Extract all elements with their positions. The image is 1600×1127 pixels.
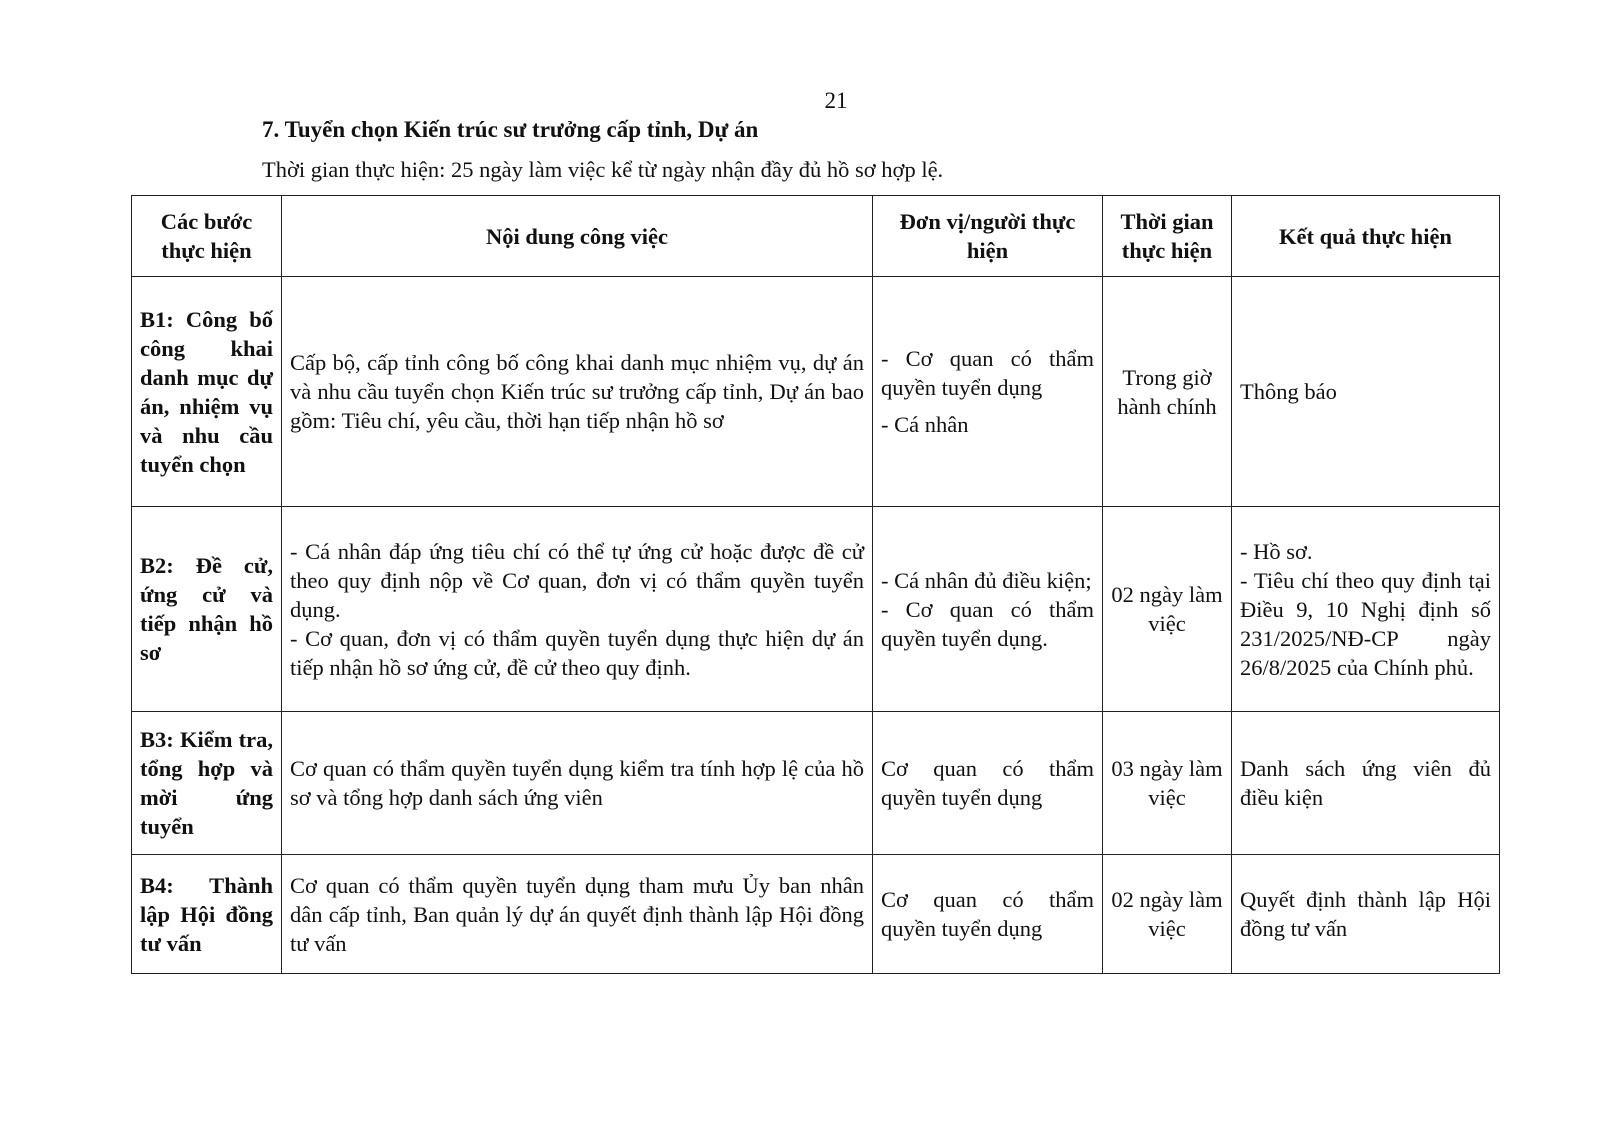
time-cell: Trong giờ hành chính xyxy=(1103,277,1232,507)
time-cell: 03 ngày làm việc xyxy=(1103,712,1232,855)
result-line: Thông báo xyxy=(1240,379,1337,404)
procedure-table xyxy=(131,195,1500,974)
header-content: Nội dung công việc xyxy=(282,196,873,277)
unit-cell xyxy=(873,855,1103,974)
unit-cell xyxy=(873,712,1103,855)
unit-line: Cơ quan có thẩm quyền tuyển dụng xyxy=(881,887,1094,941)
content-cell: Cấp bộ, cấp tỉnh công bố công khai danh mục nhiệm vụ, dự án và nhu cầu tuyển chọn Kiến trúc sư trưởng cấp tỉnh, Dự án bao gồm: Tiêu chí, yêu cầu, thời hạn tiếp nhận hồ sơ xyxy=(282,277,873,507)
step-cell: B2: Đề cử, ứng cử và tiếp nhận hồ sơ xyxy=(132,507,282,712)
result-cell xyxy=(1232,712,1500,855)
content-cell xyxy=(282,507,873,712)
unit-cell xyxy=(873,507,1103,712)
header-unit: Đơn vị/người thực hiện xyxy=(873,196,1103,277)
step-cell: B3: Kiểm tra, tổng hợp và mời ứng tuyển xyxy=(132,712,282,855)
unit-cell xyxy=(873,277,1103,507)
table-header-row xyxy=(132,196,1500,277)
step-cell: B1: Công bố công khai danh mục dự án, nhiệm vụ và nhu cầu tuyển chọn xyxy=(132,277,282,507)
header-time: Thời gian thực hiện xyxy=(1103,196,1232,277)
result-cell xyxy=(1232,277,1500,507)
page-number: 21 xyxy=(824,88,848,113)
header-steps: Các bước thực hiện xyxy=(132,196,282,277)
table-row xyxy=(132,712,1500,855)
table-row xyxy=(132,277,1500,507)
time-cell: 02 ngày làm việc xyxy=(1103,507,1232,712)
result-line: Danh sách ứng viên đủ điều kiện xyxy=(1240,756,1491,810)
unit-line: Cơ quan có thẩm quyền tuyển dụng xyxy=(881,756,1094,810)
processing-time-text: Thời gian thực hiện: 25 ngày làm việc kể từ ngày nhận đầy đủ hồ sơ hợp lệ. xyxy=(262,157,944,182)
content-cell: Cơ quan có thẩm quyền tuyển dụng tham mưu Ủy ban nhân dân cấp tỉnh, Ban quản lý dự án quyết định thành lập Hội đồng tư vấn xyxy=(282,855,873,974)
unit-line: - Cá nhân đủ điều kiện; xyxy=(881,567,1092,593)
content-cell: Cơ quan có thẩm quyền tuyển dụng kiểm tra tính hợp lệ của hồ sơ và tổng hợp danh sách ứng viên xyxy=(282,712,873,855)
unit-line: - Cơ quan có thẩm quyền tuyển dụng xyxy=(881,346,1094,400)
step-cell: B4: Thành lập Hội đồng tư vấn xyxy=(132,855,282,974)
unit-line: - Cá nhân xyxy=(881,412,969,437)
content-line: - Cá nhân đáp ứng tiêu chí có thể tự ứng cử hoặc được đề cử theo quy định nộp về Cơ quan, đơn vị có thẩm quyền tuyển dụng. xyxy=(290,538,864,622)
table-row xyxy=(132,507,1500,712)
table-row xyxy=(132,855,1500,974)
content-line: - Cơ quan, đơn vị có thẩm quyền tuyển dụng thực hiện dự án tiếp nhận hồ sơ ứng cử, đề cử theo quy định. xyxy=(290,625,864,680)
result-cell xyxy=(1232,507,1500,712)
result-line: - Tiêu chí theo quy định tại Điều 9, 10 Nghị định số 231/2025/NĐ-CP ngày 26/8/2025 của Chính phủ. xyxy=(1240,567,1491,680)
result-line: Quyết định thành lập Hội đồng tư vấn xyxy=(1240,887,1491,941)
unit-line: - Cơ quan có thẩm quyền tuyển dụng. xyxy=(881,596,1094,651)
result-line: - Hồ sơ. xyxy=(1240,538,1313,564)
header-result: Kết quả thực hiện xyxy=(1232,196,1500,277)
section-heading: 7. Tuyển chọn Kiến trúc sư trưởng cấp tỉnh, Dự án xyxy=(262,117,759,142)
result-cell xyxy=(1232,855,1500,974)
time-cell: 02 ngày làm việc xyxy=(1103,855,1232,974)
